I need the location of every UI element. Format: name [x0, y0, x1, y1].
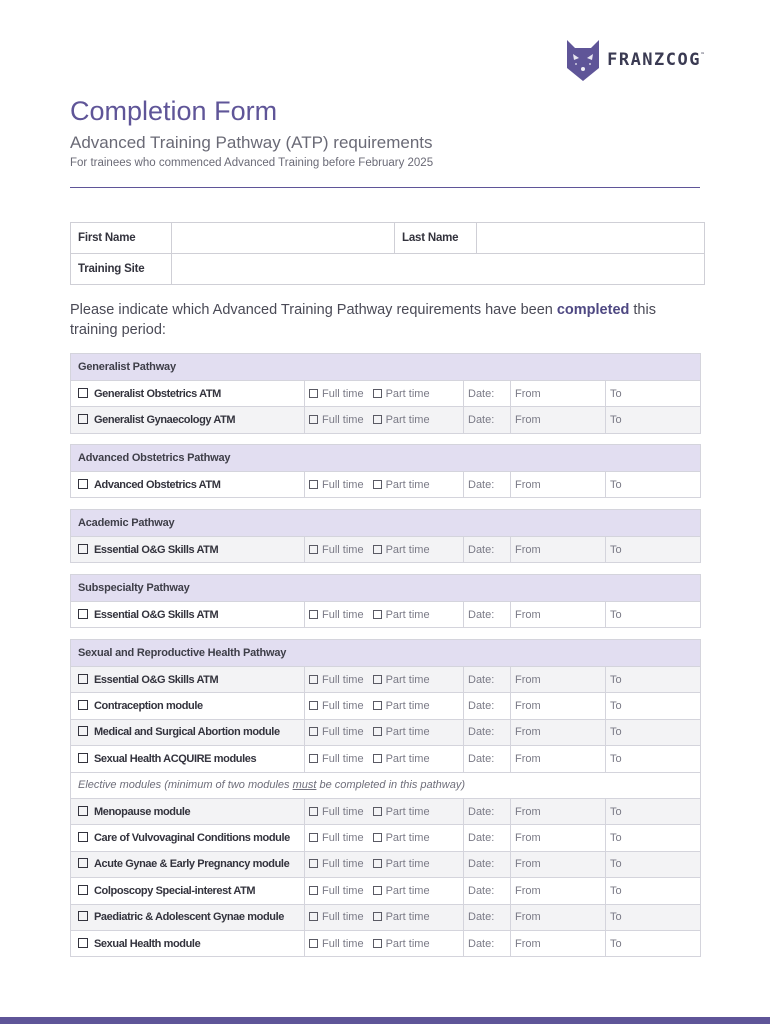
part-time-option[interactable]: Part time	[373, 414, 430, 426]
date-to-field[interactable]: To	[606, 798, 701, 824]
part-time-checkbox[interactable]	[373, 939, 382, 948]
part-time-checkbox[interactable]	[373, 701, 382, 710]
full-time-checkbox[interactable]	[309, 545, 318, 554]
date-from-field[interactable]: From	[511, 851, 606, 877]
part-time-option[interactable]: Part time	[373, 674, 430, 686]
attendance-cell	[305, 602, 464, 628]
full-time-checkbox[interactable]	[309, 912, 318, 921]
date-from-field[interactable]: From	[511, 381, 606, 407]
date-label: Date:	[464, 381, 511, 407]
attendance-cell	[305, 381, 464, 407]
attendance-cell	[305, 746, 464, 772]
attendance-cell	[305, 798, 464, 824]
module-checkbox[interactable]	[78, 544, 88, 554]
attendance-cell	[305, 693, 464, 719]
full-time-checkbox[interactable]	[309, 859, 318, 868]
part-time-checkbox[interactable]	[373, 807, 382, 816]
part-time-option[interactable]: Part time	[373, 938, 430, 950]
part-time-checkbox[interactable]	[373, 480, 382, 489]
date-label: Date:	[464, 798, 511, 824]
date-from-field[interactable]: From	[511, 904, 606, 930]
date-to-field[interactable]: To	[606, 602, 701, 628]
full-time-checkbox[interactable]	[309, 833, 318, 842]
module-cell[interactable]	[71, 407, 305, 433]
trainee-details-table	[70, 222, 705, 285]
full-time-option[interactable]: Full time	[309, 726, 364, 738]
date-to-field[interactable]: To	[606, 719, 701, 745]
full-time-checkbox[interactable]	[309, 415, 318, 424]
date-from-field[interactable]: From	[511, 878, 606, 904]
module-label: Essential O&G Skills ATM	[94, 673, 219, 686]
date-label: Date:	[464, 746, 511, 772]
module-cell[interactable]	[71, 537, 305, 563]
module-cell[interactable]	[71, 381, 305, 407]
pathway-table	[70, 444, 701, 498]
part-time-checkbox[interactable]	[373, 833, 382, 842]
module-row	[71, 381, 701, 407]
full-time-checkbox[interactable]	[309, 727, 318, 736]
attendance-cell	[305, 472, 464, 498]
module-label: Generalist Obstetrics ATM	[94, 387, 221, 400]
full-time-checkbox[interactable]	[309, 610, 318, 619]
date-label: Date:	[464, 407, 511, 433]
full-time-checkbox[interactable]	[309, 939, 318, 948]
module-row	[71, 472, 701, 498]
full-time-option[interactable]: Full time	[309, 414, 364, 426]
date-from-field[interactable]: From	[511, 825, 606, 851]
pathway-header: Sexual and Reproductive Health Pathway	[71, 640, 701, 667]
full-time-option[interactable]: Full time	[309, 753, 364, 765]
module-label: Care of Vulvovaginal Conditions module	[94, 832, 290, 845]
module-cell[interactable]	[71, 930, 305, 956]
elective-note: Elective modules (minimum of two modules must be completed in this pathway)	[71, 772, 701, 798]
full-time-checkbox[interactable]	[309, 886, 318, 895]
module-row	[71, 407, 701, 433]
full-time-option[interactable]: Full time	[309, 858, 364, 870]
full-time-option[interactable]: Full time	[309, 388, 364, 400]
eligibility-note: For trainees who commenced Advanced Training before February 2025	[70, 157, 434, 169]
date-to-field[interactable]: To	[606, 904, 701, 930]
module-label: Paediatric & Adolescent Gynae module	[94, 911, 284, 924]
module-label: Sexual Health module	[94, 937, 201, 950]
full-time-checkbox[interactable]	[309, 480, 318, 489]
date-from-field[interactable]: From	[511, 746, 606, 772]
module-row	[71, 746, 701, 772]
module-cell[interactable]	[71, 904, 305, 930]
module-cell[interactable]	[71, 825, 305, 851]
date-label: Date:	[464, 851, 511, 877]
footer-bar	[0, 1017, 770, 1024]
part-time-option[interactable]: Part time	[373, 479, 430, 491]
date-label: Date:	[464, 904, 511, 930]
date-from-field[interactable]: From	[511, 798, 606, 824]
module-checkbox[interactable]	[78, 911, 88, 921]
module-checkbox[interactable]	[78, 414, 88, 424]
attendance-cell	[305, 667, 464, 693]
module-cell[interactable]	[71, 798, 305, 824]
full-time-option[interactable]: Full time	[309, 885, 364, 897]
date-from-field[interactable]: From	[511, 407, 606, 433]
part-time-option[interactable]: Part time	[373, 858, 430, 870]
part-time-option[interactable]: Part time	[373, 911, 430, 923]
part-time-checkbox[interactable]	[373, 727, 382, 736]
module-row	[71, 825, 701, 851]
module-checkbox[interactable]	[78, 806, 88, 816]
instruction-emphasis: completed	[556, 302, 630, 318]
module-cell[interactable]	[71, 602, 305, 628]
logo-wordmark: FRANZCOG™	[607, 50, 704, 70]
date-to-field[interactable]: To	[606, 851, 701, 877]
full-time-checkbox[interactable]	[309, 807, 318, 816]
date-from-field[interactable]: From	[511, 602, 606, 628]
module-checkbox[interactable]	[78, 674, 88, 684]
module-cell[interactable]	[71, 667, 305, 693]
full-time-option[interactable]: Full time	[309, 479, 364, 491]
part-time-option[interactable]: Part time	[373, 700, 430, 712]
date-label: Date:	[464, 667, 511, 693]
first-name-field[interactable]	[172, 223, 395, 254]
module-row	[71, 904, 701, 930]
date-to-field[interactable]: To	[606, 381, 701, 407]
date-to-field[interactable]: To	[606, 878, 701, 904]
module-label: Medical and Surgical Abortion module	[94, 726, 280, 739]
date-from-field[interactable]: From	[511, 693, 606, 719]
date-label: Date:	[464, 537, 511, 563]
instruction-text: Please indicate which Advanced Training Pathway requirements have been completed this training period:	[70, 302, 656, 338]
attendance-cell	[305, 878, 464, 904]
part-time-checkbox[interactable]	[373, 859, 382, 868]
module-row	[71, 537, 701, 563]
pathway-table	[70, 574, 701, 628]
part-time-checkbox[interactable]	[373, 886, 382, 895]
module-row	[71, 798, 701, 824]
part-time-option[interactable]: Part time	[373, 885, 430, 897]
part-time-option[interactable]: Part time	[373, 753, 430, 765]
module-label: Essential O&G Skills ATM	[94, 608, 219, 621]
date-to-field[interactable]: To	[606, 537, 701, 563]
attendance-cell	[305, 719, 464, 745]
part-time-option[interactable]: Part time	[373, 806, 430, 818]
training-site-label: Training Site	[71, 254, 172, 285]
module-label: Advanced Obstetrics ATM	[94, 478, 221, 491]
part-time-option[interactable]: Part time	[373, 609, 430, 621]
fox-head-shield-icon	[565, 38, 601, 82]
date-to-field[interactable]: To	[606, 693, 701, 719]
part-time-option[interactable]: Part time	[373, 544, 430, 556]
pathway-header: Academic Pathway	[71, 510, 701, 537]
date-from-field[interactable]: From	[511, 667, 606, 693]
module-checkbox[interactable]	[78, 388, 88, 398]
attendance-cell	[305, 930, 464, 956]
module-checkbox[interactable]	[78, 938, 88, 948]
full-time-option[interactable]: Full time	[309, 938, 364, 950]
date-label: Date:	[464, 878, 511, 904]
last-name-field[interactable]	[477, 223, 705, 254]
franzcog-logo	[565, 38, 704, 82]
date-label: Date:	[464, 472, 511, 498]
part-time-checkbox[interactable]	[373, 545, 382, 554]
module-label: Generalist Gynaecology ATM	[94, 414, 236, 427]
attendance-cell	[305, 407, 464, 433]
date-label: Date:	[464, 825, 511, 851]
training-site-field[interactable]	[172, 254, 705, 285]
part-time-checkbox[interactable]	[373, 389, 382, 398]
module-label: Essential O&G Skills ATM	[94, 543, 219, 556]
module-cell[interactable]	[71, 693, 305, 719]
module-row	[71, 719, 701, 745]
date-to-field[interactable]: To	[606, 407, 701, 433]
part-time-option[interactable]: Part time	[373, 832, 430, 844]
module-row	[71, 693, 701, 719]
full-time-option[interactable]: Full time	[309, 674, 364, 686]
part-time-checkbox[interactable]	[373, 610, 382, 619]
date-from-field[interactable]: From	[511, 537, 606, 563]
attendance-cell	[305, 825, 464, 851]
first-name-label: First Name	[71, 223, 172, 254]
module-checkbox[interactable]	[78, 832, 88, 842]
part-time-checkbox[interactable]	[373, 912, 382, 921]
module-checkbox[interactable]	[78, 726, 88, 736]
pathway-table	[70, 509, 701, 563]
date-label: Date:	[464, 693, 511, 719]
part-time-option[interactable]: Part time	[373, 388, 430, 400]
module-label: Colposcopy Special-interest ATM	[94, 884, 256, 897]
module-row	[71, 667, 701, 693]
date-from-field[interactable]: From	[511, 472, 606, 498]
module-cell[interactable]	[71, 851, 305, 877]
pathway-header: Subspecialty Pathway	[71, 575, 701, 602]
module-checkbox[interactable]	[78, 753, 88, 763]
full-time-checkbox[interactable]	[309, 675, 318, 684]
date-to-field[interactable]: To	[606, 472, 701, 498]
pathway-header: Advanced Obstetrics Pathway	[71, 445, 701, 472]
full-time-option[interactable]: Full time	[309, 806, 364, 818]
date-to-field[interactable]: To	[606, 746, 701, 772]
date-label: Date:	[464, 930, 511, 956]
date-to-field[interactable]: To	[606, 667, 701, 693]
module-label: Sexual Health ACQUIRE modules	[94, 752, 257, 765]
part-time-checkbox[interactable]	[373, 415, 382, 424]
module-cell[interactable]	[71, 878, 305, 904]
full-time-checkbox[interactable]	[309, 701, 318, 710]
part-time-checkbox[interactable]	[373, 754, 382, 763]
date-from-field[interactable]: From	[511, 719, 606, 745]
full-time-checkbox[interactable]	[309, 754, 318, 763]
attendance-cell	[305, 851, 464, 877]
pathway-table	[70, 353, 701, 434]
module-checkbox[interactable]	[78, 609, 88, 619]
module-checkbox[interactable]	[78, 479, 88, 489]
module-row	[71, 851, 701, 877]
part-time-option[interactable]: Part time	[373, 726, 430, 738]
date-label: Date:	[464, 602, 511, 628]
pathway-table	[70, 639, 701, 957]
attendance-cell	[305, 537, 464, 563]
module-label: Acute Gynae & Early Pregnancy module	[94, 858, 290, 871]
pathway-header: Generalist Pathway	[71, 354, 701, 381]
full-time-option[interactable]: Full time	[309, 700, 364, 712]
attendance-cell	[305, 904, 464, 930]
header-divider	[70, 187, 700, 188]
date-to-field[interactable]: To	[606, 930, 701, 956]
page-title: Completion Form	[70, 96, 278, 126]
full-time-option[interactable]: Full time	[309, 832, 364, 844]
full-time-option[interactable]: Full time	[309, 609, 364, 621]
full-time-checkbox[interactable]	[309, 389, 318, 398]
date-from-field[interactable]: From	[511, 930, 606, 956]
module-label: Menopause module	[94, 805, 191, 818]
date-to-field[interactable]: To	[606, 825, 701, 851]
module-checkbox[interactable]	[78, 885, 88, 895]
module-cell[interactable]	[71, 746, 305, 772]
date-label: Date:	[464, 719, 511, 745]
module-row	[71, 878, 701, 904]
module-row	[71, 602, 701, 628]
full-time-option[interactable]: Full time	[309, 544, 364, 556]
module-cell[interactable]	[71, 719, 305, 745]
page-subtitle: Advanced Training Pathway (ATP) requirements	[70, 133, 433, 152]
last-name-label: Last Name	[395, 223, 477, 254]
module-row	[71, 930, 701, 956]
module-checkbox[interactable]	[78, 858, 88, 868]
module-label: Contraception module	[94, 700, 203, 713]
module-cell[interactable]	[71, 472, 305, 498]
full-time-option[interactable]: Full time	[309, 911, 364, 923]
module-checkbox[interactable]	[78, 700, 88, 710]
part-time-checkbox[interactable]	[373, 675, 382, 684]
